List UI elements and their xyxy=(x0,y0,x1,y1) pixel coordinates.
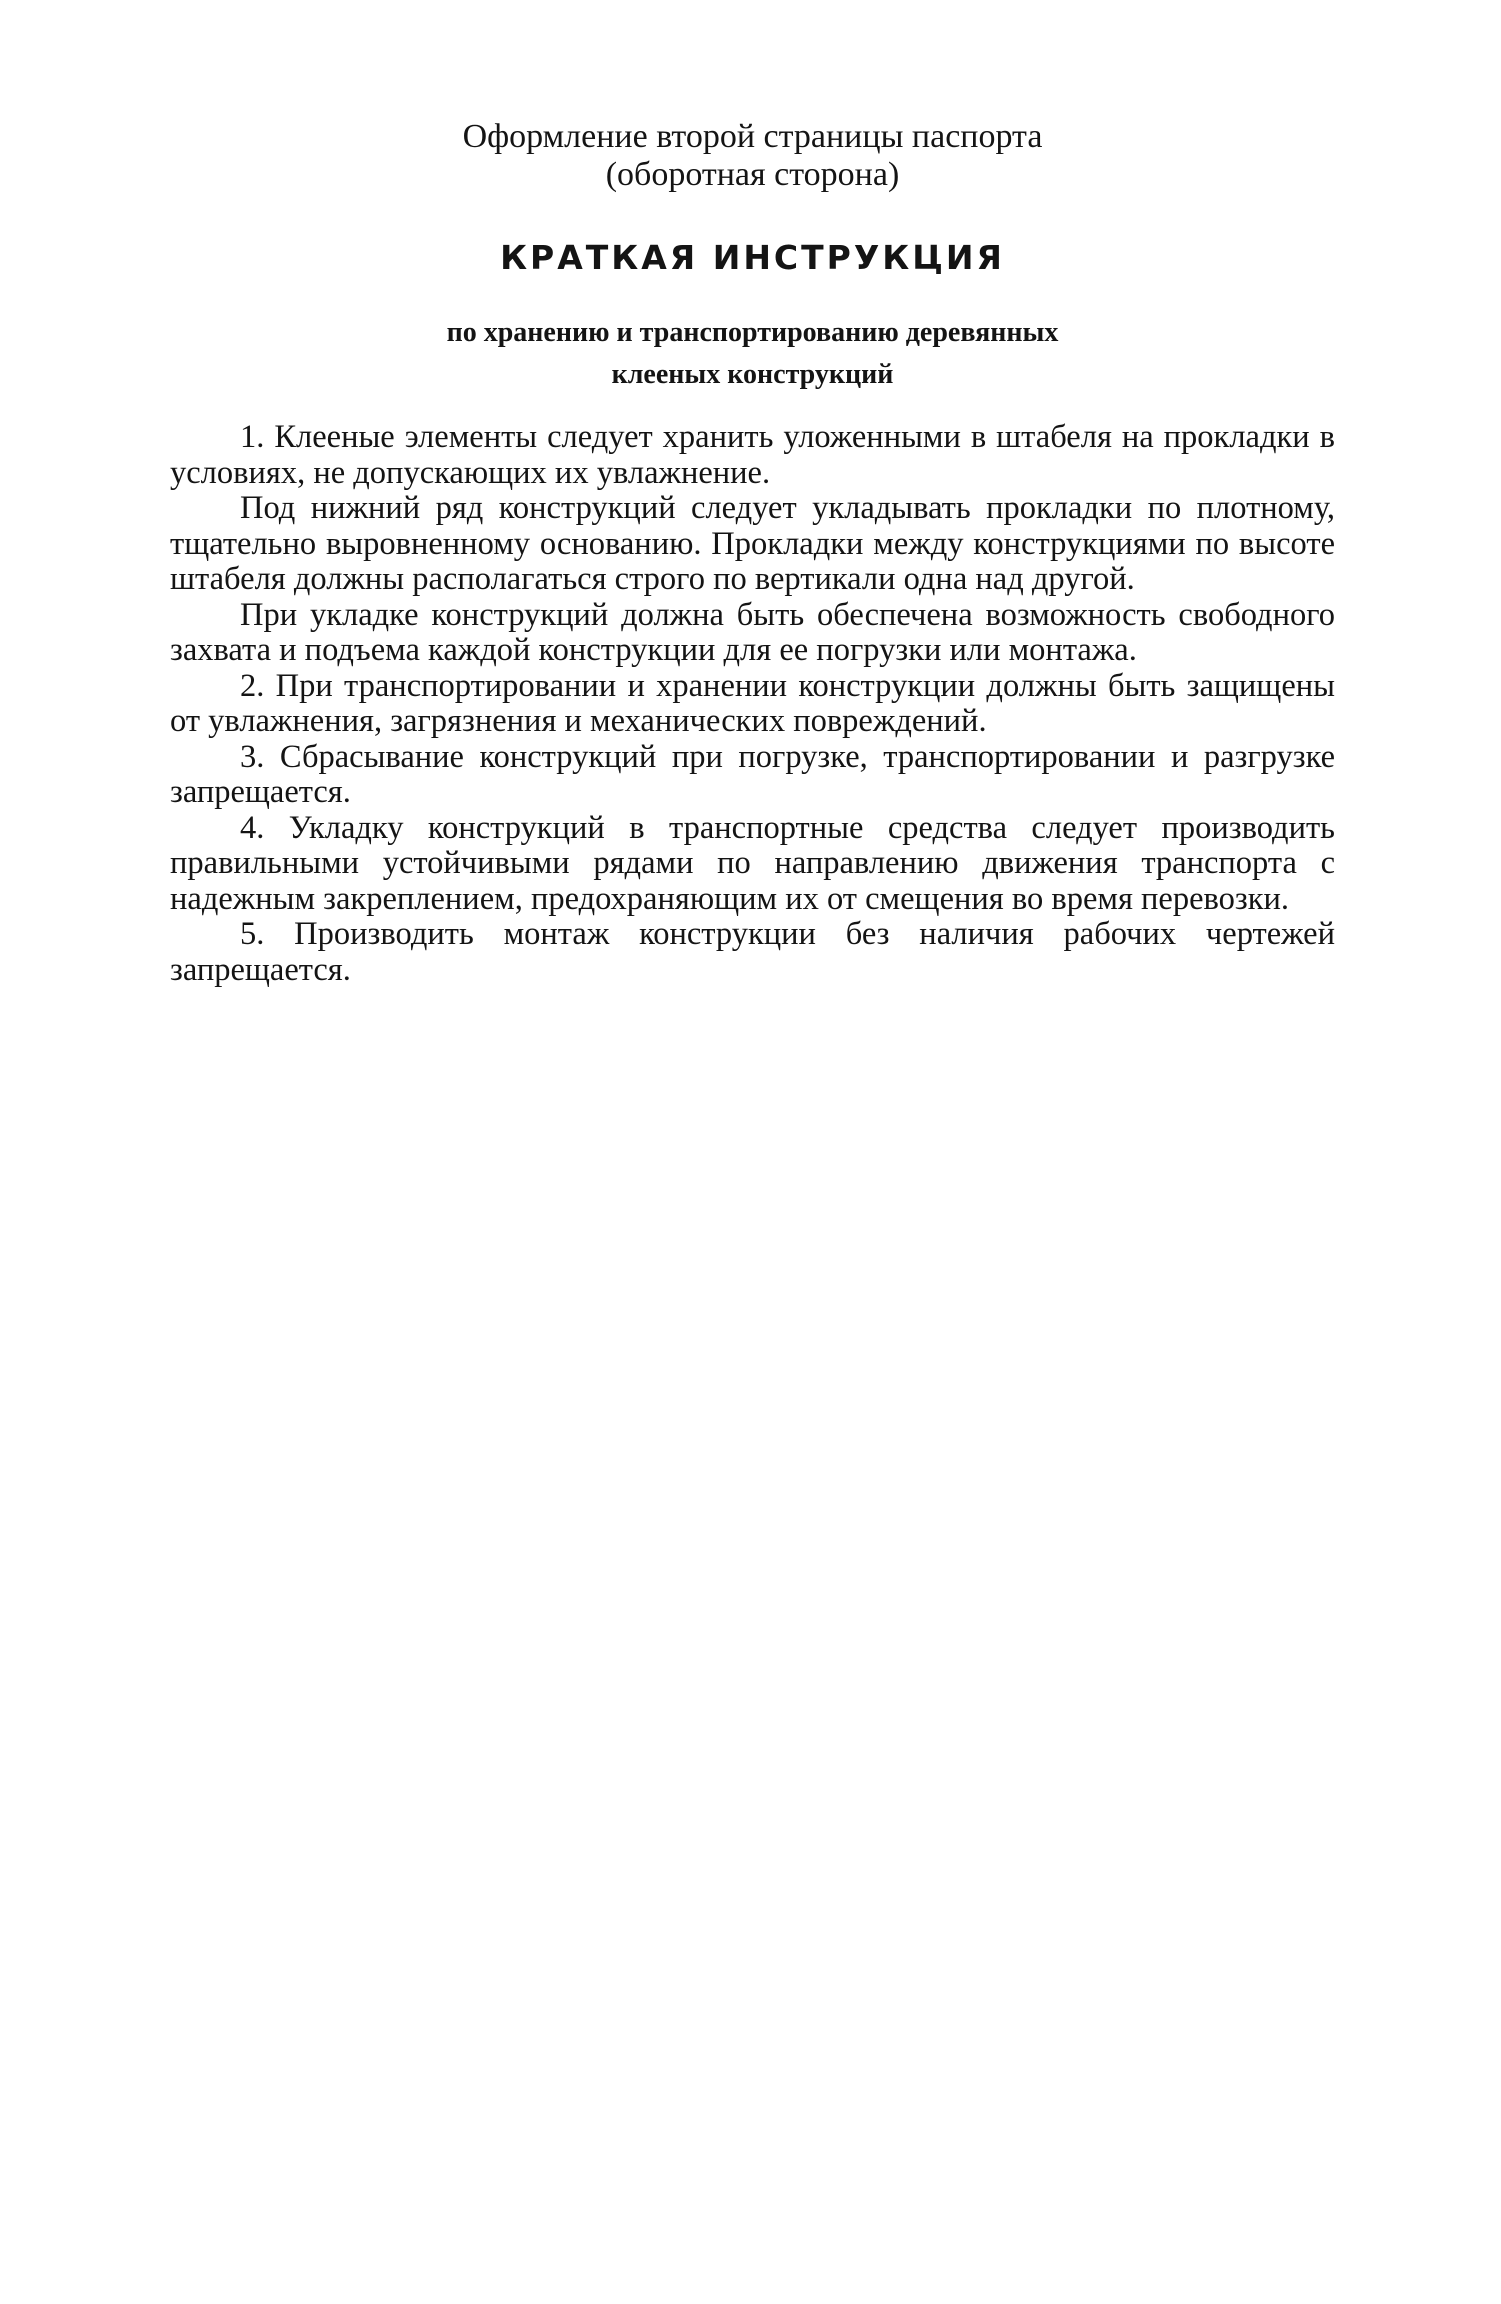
subtitle-line-2: клееных конструкций xyxy=(611,359,894,390)
paragraph-1: 1. Клееные элементы следует хранить уложенными в штабеля на прокладки в условиях, не допускающих их увлажнение. xyxy=(170,419,1335,491)
paragraph-3: При укладке конструкций должна быть обеспечена возможность свободного захвата и подъема каждой конструкции для ее погрузки или монтажа. xyxy=(170,596,1335,668)
paragraph-6: 4. Укладку конструкций в транспортные средства следует производить правильными устойчивыми рядами по направлению движения транспорта с надежным закреплением, предохраняющим их от смещения во время перевозки. xyxy=(170,809,1335,917)
document-subtitle xyxy=(170,312,1335,396)
paragraph-4: 2. При транспортировании и хранении конструкции должны быть защищены от увлажнения, загрязнения и механических повреждений. xyxy=(170,667,1335,739)
document-title: КРАТКАЯ ИНСТРУКЦИЯ xyxy=(500,238,1005,277)
header-line-1: Оформление второй страницы паспорта xyxy=(462,118,1043,155)
paragraph-5: 3. Сбрасывание конструкций при погрузке, транспортировании и разгрузке запрещается. xyxy=(170,738,1335,810)
subtitle-line-1: по хранению и транспортированию деревянных xyxy=(446,317,1059,348)
instruction-body xyxy=(170,420,1335,988)
paragraph-2: Под нижний ряд конструкций следует укладывать прокладки по плотному, тщательно выровненному основанию. Прокладки между конструкциями по высоте штабеля должны располагаться строго по вертикали одна над другой. xyxy=(170,490,1335,597)
paragraph-7: 5. Производить монтаж конструкции без наличия рабочих чертежей запрещается. xyxy=(170,916,1335,988)
document-page xyxy=(170,118,1335,988)
header-line-2: (оборотная сторона) xyxy=(605,156,900,193)
page-header xyxy=(170,118,1335,194)
